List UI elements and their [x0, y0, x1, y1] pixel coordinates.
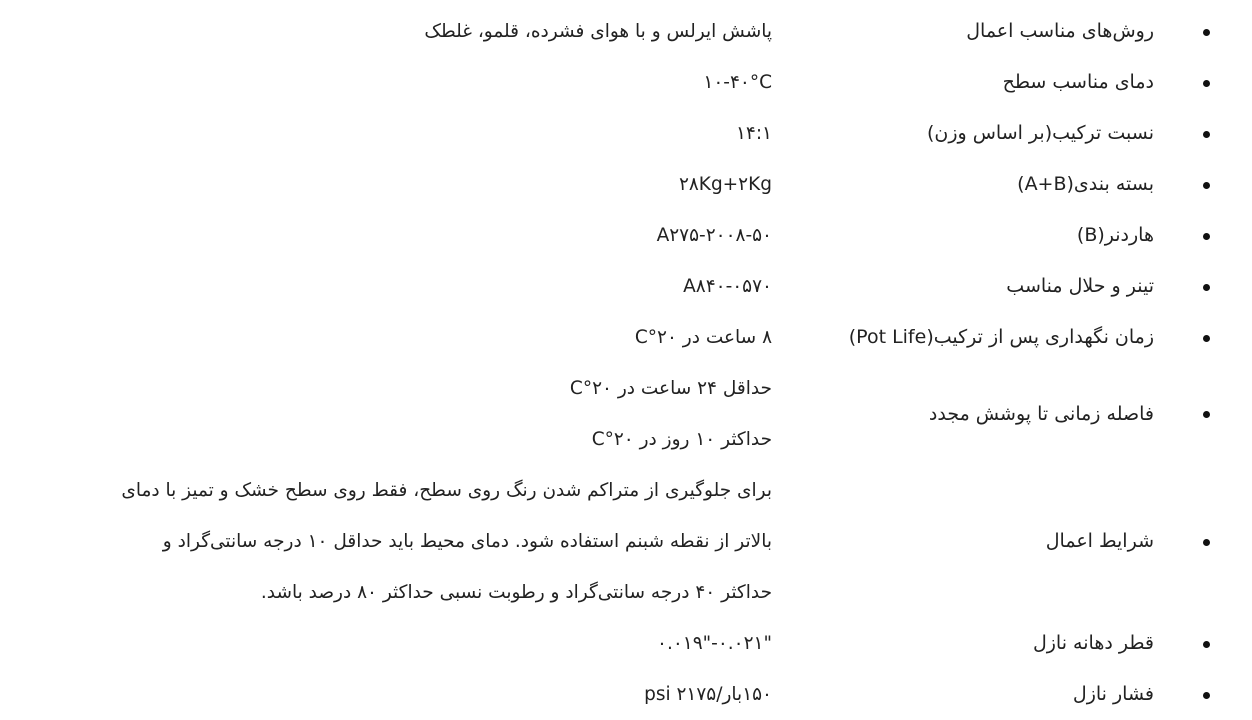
spec-value: ۸ ساعت در ۲۰°C — [634, 327, 772, 348]
spec-row — [0, 669, 1252, 720]
spec-label: زمان نگهداری پس از ترکیب(Pot Life) — [802, 312, 1252, 363]
spec-label: فاصله زمانی تا پوشش مجدد — [802, 389, 1252, 440]
spec-value: ۰.۰۱۹"-۰.۰۲۱" — [657, 633, 772, 654]
spec-row — [0, 261, 1252, 312]
spec-row — [0, 210, 1252, 261]
bullet-icon — [1203, 233, 1210, 240]
spec-row — [0, 312, 1252, 363]
spec-label: قطر دهانه نازل — [802, 618, 1252, 669]
spec-label: دمای مناسب سطح — [802, 57, 1252, 108]
spec-table — [0, 6, 1252, 720]
spec-value: ۲۸Kg+۲Kg — [678, 174, 772, 195]
bullet-icon — [1203, 182, 1210, 189]
spec-label: بسته بندی(A+B) — [802, 159, 1252, 210]
spec-row — [0, 465, 1252, 618]
bullet-icon — [1203, 692, 1210, 699]
spec-row — [0, 363, 1252, 465]
spec-row — [0, 6, 1252, 57]
spec-label: شرایط اعمال — [802, 516, 1252, 567]
spec-value: A۲۷۵-۲۰۰۸-۵۰ — [656, 225, 772, 246]
bullet-icon — [1203, 284, 1210, 291]
spec-value: ۱۴:۱ — [735, 123, 772, 144]
spec-label: روش‌های مناسب اعمال — [802, 6, 1252, 57]
bullet-icon — [1203, 80, 1210, 87]
spec-value: ۱۰-۴۰°C — [703, 72, 772, 93]
spec-value: پاشش ایرلس و با هوای فشرده، قلمو، غلطک — [424, 21, 772, 42]
bullet-icon — [1203, 29, 1210, 36]
spec-label: هاردنر(B) — [802, 210, 1252, 261]
spec-value: برای جلوگیری از متراکم شدن رنگ روی سطح، فقط روی سطح خشک و تمیز با دمای بالاتر از نقطه شبنم استفاده شود. دمای محیط باید حداقل ۱۰ درجه سانتی‌گراد و حداکثر ۴۰ درجه سانتی‌گراد و رطوبت نسبی حداکثر ۸۰ درصد باشد. — [121, 480, 772, 603]
spec-row — [0, 57, 1252, 108]
bullet-icon — [1203, 539, 1210, 546]
spec-row — [0, 159, 1252, 210]
bullet-icon — [1203, 641, 1210, 648]
spec-row — [0, 108, 1252, 159]
bullet-icon — [1203, 131, 1210, 138]
bullet-icon — [1203, 411, 1210, 418]
bullet-icon — [1203, 335, 1210, 342]
spec-value: حداقل ۲۴ ساعت در ۲۰°C حداکثر ۱۰ روز در ۲۰°C — [569, 378, 772, 450]
spec-label: تینر و حلال مناسب — [802, 261, 1252, 312]
spec-label: نسبت ترکیب(بر اساس وزن) — [802, 108, 1252, 159]
spec-value: A۸۴۰-۰۵۷۰ — [683, 276, 772, 297]
spec-row — [0, 618, 1252, 669]
spec-label: فشار نازل — [802, 669, 1252, 720]
spec-value: ۱۵۰بار/psi ۲۱۷۵ — [644, 684, 772, 705]
